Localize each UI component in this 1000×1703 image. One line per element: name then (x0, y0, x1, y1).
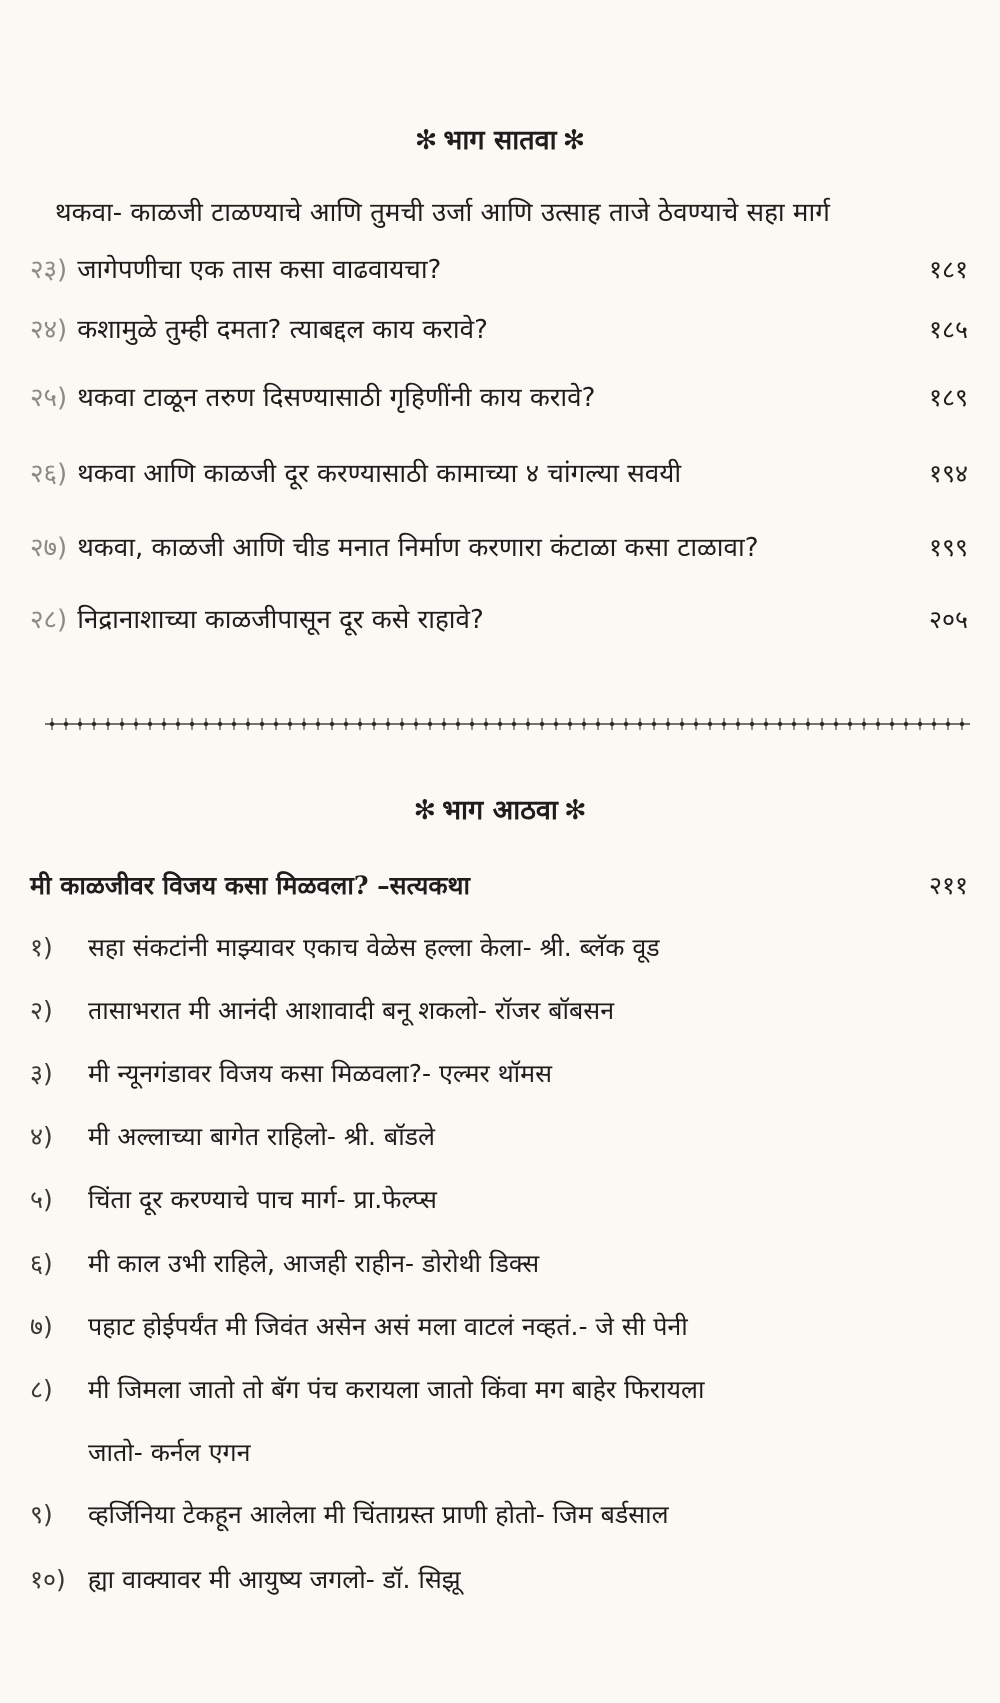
chapter-number: २७) (30, 533, 68, 563)
item-number: ९) (30, 1500, 53, 1529)
chapter-title: थकवा आणि काळजी दूर करण्यासाठी कामाच्या ४ चांगल्या सवयी (77, 459, 682, 489)
page-number: १९९ (928, 533, 968, 562)
item-number: ५) (30, 1185, 53, 1214)
item-text-continuation: जातो- कर्नल एगन (88, 1438, 251, 1467)
chapter-number: २४) (30, 315, 68, 345)
item-number: ७) (30, 1312, 53, 1341)
asterisk-icon: ✻ (414, 125, 438, 156)
item-text: ह्या वाक्यावर मी आयुष्य जगलो- डॉ. सिझू (88, 1565, 461, 1594)
toc-row (30, 528, 968, 564)
item-text: पहाट होईपर्यंत मी जिवंत असेन असं मला वाटलं नव्हतं.- जे सी पेनी (88, 1312, 688, 1341)
item-text: सहा संकटांनी माझ्यावर एकाच वेळेस हल्ला केला- श्री. ब्लॅक वूड (88, 933, 660, 962)
part7-intro: थकवा- काळजी टाळण्याचे आणि तुमची उर्जा आणि उत्साह ताजे ठेवण्याचे सहा मार्ग (55, 198, 830, 228)
chapter-title: निद्रानाशाच्या काळजीपासून दूर कसे राहावे? (77, 605, 484, 635)
item-number: ६) (30, 1249, 53, 1278)
item-text: व्हर्जिनिया टेकहून आलेला मी चिंताग्रस्त प्राणी होतो- जिम बर्डसाल (88, 1500, 669, 1529)
item-number: ३) (30, 1059, 53, 1088)
page-number: १८१ (928, 255, 968, 284)
list-item (30, 1372, 960, 1406)
page-number: १८५ (928, 315, 968, 344)
list-item (30, 1309, 960, 1343)
chapter-title: थकवा टाळून तरुण दिसण्यासाठी गृहिणींनी काय करावे? (77, 383, 596, 413)
chapter-title: कशामुळे तुम्ही दमता? त्याबद्दल काय करावे? (77, 315, 488, 345)
part7-heading (0, 120, 1000, 157)
list-item (30, 1497, 960, 1531)
chapter-number: २६) (30, 459, 68, 489)
part8-heading (0, 790, 1000, 827)
page-number: २०५ (928, 605, 968, 634)
toc-row (30, 868, 968, 902)
toc-row (30, 454, 968, 490)
part8-heading-text: भाग आठवा (442, 795, 558, 826)
page-number: १८९ (928, 383, 968, 412)
item-number: १) (30, 933, 53, 962)
toc-row (30, 600, 968, 636)
asterisk-icon: ✻ (413, 795, 437, 826)
part7-heading-text: भाग सातवा (443, 125, 557, 156)
item-number: २) (30, 996, 53, 1025)
item-text: चिंता दूर करण्याचे पाच मार्ग- प्रा.फेल्प्स (88, 1185, 437, 1214)
chapter-number: २८) (30, 605, 68, 635)
toc-row (30, 250, 968, 286)
page-number: १९४ (928, 459, 968, 488)
item-text: मी न्यूनगंडावर विजय कसा मिळवला?- एल्मर थॉमस (88, 1059, 552, 1088)
item-number: ८) (30, 1375, 53, 1404)
chapter-number: २३) (30, 255, 68, 285)
section-title: मी काळजीवर विजय कसा मिळवला? –सत्यकथा (30, 871, 470, 900)
item-text: मी काल उभी राहिले, आजही राहीन- डोरोथी डिक्स (88, 1249, 540, 1278)
chapter-title: थकवा, काळजी आणि चीड मनात निर्माण करणारा कंटाळा कसा टाळावा? (77, 533, 759, 563)
chapter-title: जागेपणीचा एक तास कसा वाढवायचा? (77, 255, 442, 285)
item-text: मी अल्लाच्या बागेत राहिलो- श्री. बॉडले (88, 1122, 436, 1151)
list-item (30, 1246, 960, 1280)
item-text: तासाभरात मी आनंदी आशावादी बनू शकलो- रॉजर बॉबसन (88, 996, 615, 1025)
chapter-number: २५) (30, 383, 68, 413)
list-item (30, 1056, 960, 1090)
item-number: १०) (30, 1565, 66, 1594)
asterisk-icon: ✻ (563, 795, 587, 826)
page-number: २११ (928, 871, 968, 900)
item-number: ४) (30, 1122, 53, 1151)
ornamental-divider (45, 716, 970, 732)
list-item (30, 1119, 960, 1153)
list-item (30, 993, 960, 1027)
list-item (30, 930, 960, 964)
asterisk-icon: ✻ (562, 125, 586, 156)
toc-row (30, 310, 968, 346)
toc-row (30, 378, 968, 414)
list-item (30, 1182, 960, 1216)
list-item (30, 1562, 960, 1596)
item-text: मी जिमला जातो तो बॅग पंच करायला जातो किंवा मग बाहेर फिरायला (88, 1375, 705, 1404)
